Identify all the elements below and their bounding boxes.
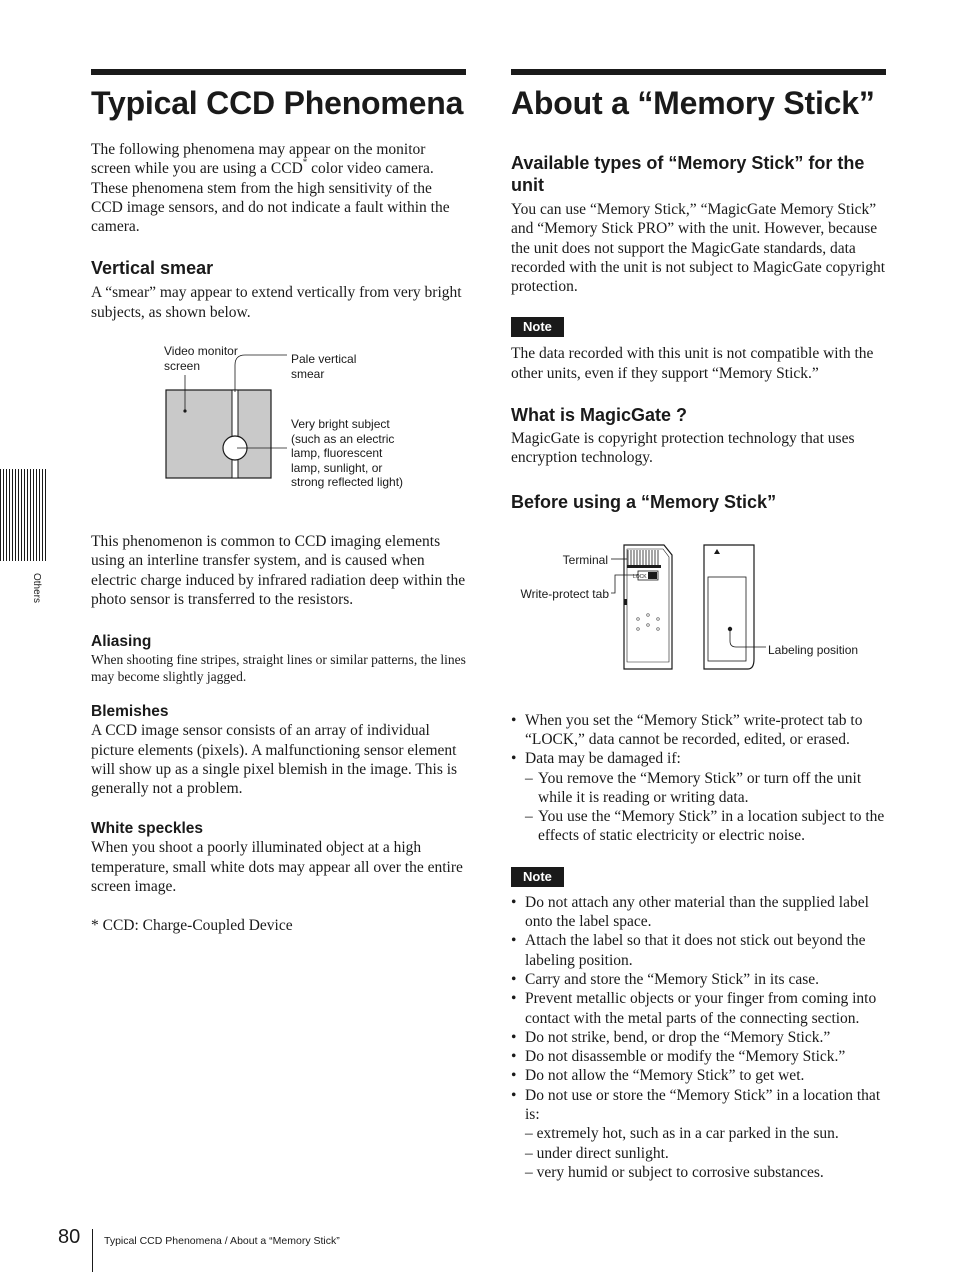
label-pale-smear: Pale vertical smear (291, 352, 357, 381)
heading-vertical-smear: Vertical smear (91, 258, 214, 279)
label-bright-subject: Very bright subject (such as an electric lamp, fluorescent lamp, sunlight, or strong reflected light) (291, 417, 404, 490)
vertical-smear-body: A “smear” may appear to extend vertically from very bright subjects, as shown below. (91, 284, 462, 321)
list-subitem: – under direct sunlight. (525, 1144, 669, 1162)
right-column (511, 69, 886, 1182)
list-item: • Do not disassemble or modify the “Memory Stick.” (511, 1047, 886, 1066)
list-item: • Do not use or store the “Memory Stick” in a location that is: (511, 1086, 886, 1125)
magicgate-body: MagicGate is copyright protection technology that uses encryption technology. (511, 430, 855, 467)
list-item: • Data may be damaged if: (511, 749, 886, 768)
lock-text: LOCK (633, 573, 647, 580)
list-item: • Do not allow the “Memory Stick” to get wet. (511, 1066, 886, 1085)
footer-divider (92, 1229, 93, 1272)
list-item: • Do not strike, bend, or drop the “Memory Stick.” (511, 1028, 886, 1047)
label-write-protect: Write-protect tab (520, 586, 609, 601)
heading-magicgate: What is MagicGate ? (511, 405, 688, 426)
memory-stick-illustration (511, 531, 886, 711)
note-badge: Note (511, 317, 886, 337)
side-tab-label: Others (31, 573, 42, 604)
blemishes-body: A CCD image sensor consists of an array of individual picture elements (pixels). A malfunctioning sensor element will show up as a single pixel blemish in the image. This is generally not a problem. (91, 722, 458, 798)
heading-white-speckles: White speckles (91, 820, 203, 838)
heading-available-types: Available types of “Memory Stick” for the unit (511, 153, 865, 195)
page-title-ccd: Typical CCD Phenomena (91, 85, 464, 121)
footnote-ccd: * CCD: Charge-Coupled Device (91, 917, 293, 935)
page-number: 80 (58, 1226, 81, 1248)
before-using-list (511, 711, 886, 769)
smear-illustration (91, 331, 466, 531)
heading-aliasing: Aliasing (91, 633, 152, 651)
list-item: • Do not attach any other material than the supplied label onto the label space. (511, 893, 886, 932)
note-compatibility-body: The data recorded with this unit is not compatible with the other units, even if they support “Memory Stick.” (511, 345, 874, 382)
list-subitem: – You remove the “Memory Stick” or turn off the unit while it is reading or writing data. (511, 769, 886, 808)
side-thumb-tab (0, 469, 46, 561)
smear-explanation: This phenomenon is common to CCD imaging elements using an interline transfer system, and is caused when electric charge induced by infrared radiation deep within the photo sensor is transferred to the resistors. (91, 533, 466, 608)
aliasing-body: When shooting fine stripes, straight lines or similar patterns, the lines may become slightly jagged. (91, 652, 466, 684)
label-video-monitor: Video monitor screen (164, 344, 238, 373)
list-subitem: – extremely hot, such as in a car parked in the sun. (525, 1125, 839, 1143)
list-item: • Carry and store the “Memory Stick” in its case. (511, 970, 886, 989)
intro-paragraph: The following phenomena may appear on the monitor screen while you are using a CCD* color video camera. These phenomena stem from the high sensitivity of the CCD image sensors, and do not indicate a fault within the camera. (91, 141, 450, 236)
heading-blemishes: Blemishes (91, 703, 169, 721)
note-list (511, 893, 886, 1125)
list-subitem: – You use the “Memory Stick” in a location subject to the effects of static electricity or electric noise. (511, 807, 886, 846)
list-item: • When you set the “Memory Stick” write-protect tab to “LOCK,” data cannot be recorded, edited, or erased. (511, 711, 886, 750)
smear-diagram (91, 331, 466, 531)
list-item: • Prevent metallic objects or your finger from coming into contact with the metal parts of the connecting section. (511, 989, 886, 1028)
memory-stick-diagram (511, 531, 886, 711)
label-labeling-position: Labeling position (768, 642, 859, 657)
heading-before-using: Before using a “Memory Stick” (511, 491, 777, 512)
running-title: Typical CCD Phenomena / About a “Memory Stick” (104, 1235, 340, 1247)
list-item: • Attach the label so that it does not stick out beyond the labeling position. (511, 931, 886, 970)
available-types-body: You can use “Memory Stick,” “MagicGate Memory Stick” and “Memory Stick PRO” with the unit. However, because the unit does not support the MagicGate standards, data recorded with the unit is not subject to MagicGate copyright protection. (511, 201, 886, 296)
note-badge-2: Note (511, 867, 886, 887)
white-speckles-body: When you shoot a poorly illuminated object at a high temperature, small white dots may appear all over the entire screen image. (91, 839, 463, 896)
list-subitem: – very humid or subject to corrosive substances. (525, 1163, 824, 1181)
left-column (91, 69, 466, 936)
label-terminal: Terminal (562, 552, 608, 567)
title-rule (511, 69, 886, 75)
page-title-memory-stick: About a “Memory Stick” (511, 85, 875, 121)
title-rule (91, 69, 466, 75)
